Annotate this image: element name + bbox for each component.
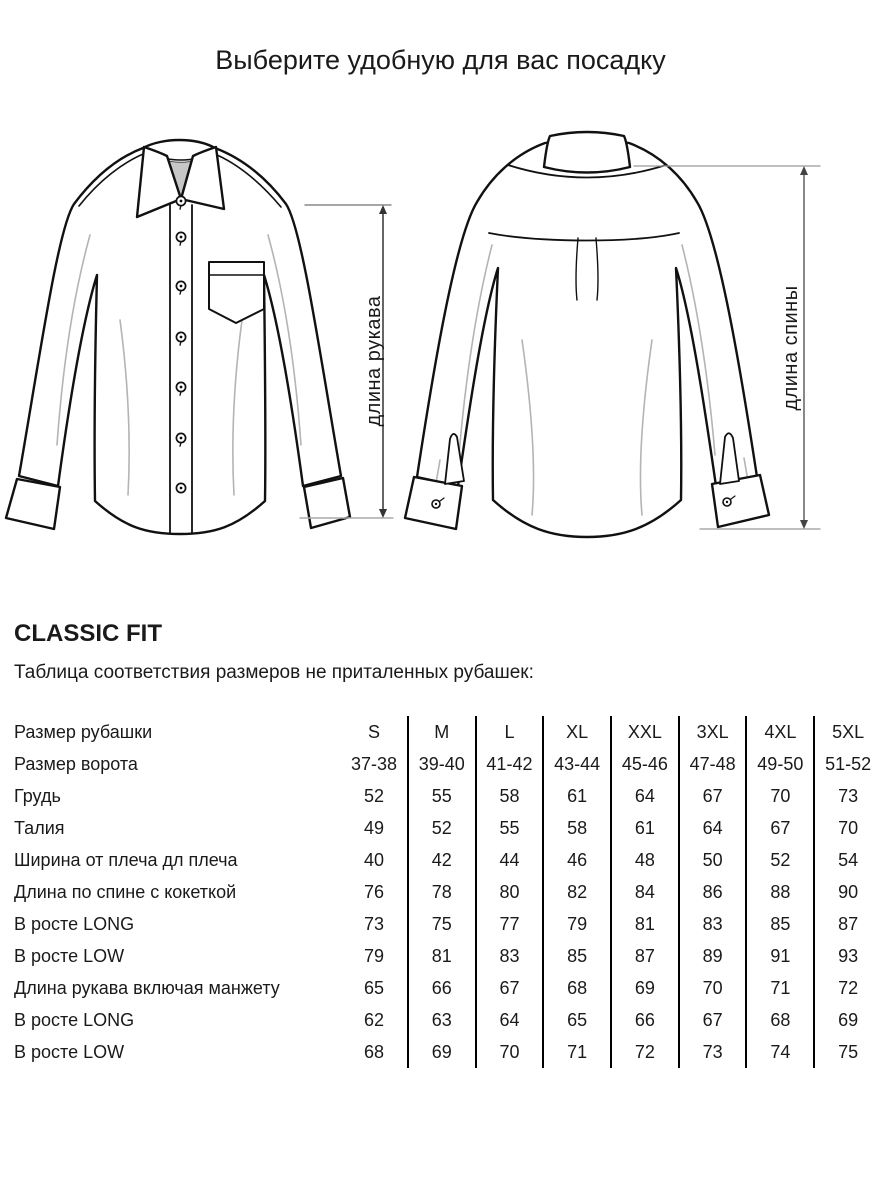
size-value-cell: 81	[408, 940, 476, 972]
back-collar-band	[544, 132, 630, 173]
size-value-cell: 85	[543, 940, 611, 972]
table-row	[14, 972, 881, 1004]
size-value-cell: 67	[679, 1004, 747, 1036]
table-row	[14, 1004, 881, 1036]
size-value-cell: 49-50	[746, 748, 814, 780]
size-value-cell: 64	[679, 812, 747, 844]
size-value-cell: 89	[679, 940, 747, 972]
size-value-cell: 69	[611, 972, 679, 1004]
row-label: Талия	[14, 817, 65, 838]
size-value-cell: 45-46	[611, 748, 679, 780]
size-value-cell: 78	[408, 876, 476, 908]
size-value-cell: XL	[543, 716, 611, 748]
table-row	[14, 780, 881, 812]
size-value-cell: 70	[679, 972, 747, 1004]
size-table-body	[14, 716, 881, 1068]
arrow-down-icon	[379, 509, 387, 518]
front-left-cuff	[6, 479, 60, 529]
table-row	[14, 1036, 881, 1068]
size-value-cell: 90	[814, 876, 881, 908]
size-value-cell: 64	[476, 1004, 544, 1036]
size-value-cell: 52	[746, 844, 814, 876]
back-shirt-body	[417, 140, 757, 538]
fit-heading: CLASSIC FIT	[14, 620, 162, 647]
size-value-cell: 72	[814, 972, 881, 1004]
table-row	[14, 748, 881, 780]
size-value-cell: 75	[814, 1036, 881, 1068]
size-value-cell: 46	[543, 844, 611, 876]
size-value-cell: 51-52	[814, 748, 881, 780]
size-value-cell: 87	[814, 908, 881, 940]
row-label: В росте LONG	[14, 913, 135, 934]
size-value-cell: 58	[543, 812, 611, 844]
size-value-cell: 70	[746, 780, 814, 812]
size-value-cell: 70	[814, 812, 881, 844]
size-value-cell: 52	[408, 812, 476, 844]
table-row	[14, 844, 881, 876]
size-value-cell: 72	[611, 1036, 679, 1068]
size-value-cell: 39-40	[408, 748, 476, 780]
row-label: Размер ворота	[14, 753, 138, 774]
size-value-cell: 66	[408, 972, 476, 1004]
size-value-cell: 50	[679, 844, 747, 876]
size-value-cell: 69	[408, 1036, 476, 1068]
size-value-cell: 67	[746, 812, 814, 844]
size-value-cell: 44	[476, 844, 544, 876]
back-length-label: длина спины	[780, 285, 802, 411]
size-value-cell: 74	[746, 1036, 814, 1068]
size-value-cell: 79	[543, 908, 611, 940]
front-right-cuff	[304, 478, 350, 528]
size-value-cell: M	[408, 716, 476, 748]
table-row	[14, 812, 881, 844]
size-value-cell: 69	[814, 1004, 881, 1036]
size-value-cell: 37-38	[350, 753, 398, 774]
size-value-cell: 47-48	[679, 748, 747, 780]
size-value-cell: 93	[814, 940, 881, 972]
size-value-cell: 61	[611, 812, 679, 844]
size-value-cell: 70	[476, 1036, 544, 1068]
size-value-cell: 83	[476, 940, 544, 972]
size-value-cell: 65	[364, 977, 385, 998]
size-value-cell: 71	[543, 1036, 611, 1068]
size-value-cell: 49	[364, 817, 385, 838]
size-value-cell: 55	[476, 812, 544, 844]
size-value-cell: 65	[543, 1004, 611, 1036]
size-value-cell: 41-42	[476, 748, 544, 780]
size-value-cell: 77	[476, 908, 544, 940]
size-value-cell: 43-44	[543, 748, 611, 780]
row-label: Грудь	[14, 785, 61, 806]
size-value-cell: 88	[746, 876, 814, 908]
size-value-cell: 68	[746, 1004, 814, 1036]
size-value-cell: 86	[679, 876, 747, 908]
back-shirt-drawing	[405, 132, 769, 537]
size-value-cell: 67	[476, 972, 544, 1004]
size-value-cell: XXL	[611, 716, 679, 748]
size-value-cell: 67	[679, 780, 747, 812]
size-value-cell: 68	[364, 1041, 385, 1062]
shirt-diagrams	[0, 110, 881, 575]
size-value-cell: 91	[746, 940, 814, 972]
size-value-cell: 76	[364, 881, 385, 902]
front-shirt-drawing	[6, 140, 350, 534]
size-value-cell: 71	[746, 972, 814, 1004]
size-value-cell: 73	[679, 1036, 747, 1068]
page-title: Выберите удобную для вас посадку	[215, 45, 666, 75]
size-value-cell: 84	[611, 876, 679, 908]
size-value-cell: 55	[408, 780, 476, 812]
row-label: Длина рукава включая манжету	[14, 977, 280, 998]
size-value-cell: 82	[543, 876, 611, 908]
size-value-cell: L	[476, 716, 544, 748]
sleeve-length-label: длина рукава	[363, 295, 385, 427]
size-value-cell: 61	[543, 780, 611, 812]
size-value-cell: 62	[364, 1009, 385, 1030]
size-table	[14, 716, 881, 1068]
table-row	[14, 716, 881, 748]
table-caption: Таблица соответствия размеров не приталенных рубашек:	[14, 662, 534, 683]
size-value-cell: 75	[408, 908, 476, 940]
size-value-cell: 3XL	[679, 716, 747, 748]
table-row	[14, 876, 881, 908]
size-value-cell: 80	[476, 876, 544, 908]
table-row	[14, 940, 881, 972]
size-value-cell: 85	[746, 908, 814, 940]
arrow-up-icon	[800, 166, 808, 175]
size-value-cell: 48	[611, 844, 679, 876]
table-row	[14, 908, 881, 940]
size-value-cell: 40	[364, 849, 385, 870]
chest-pocket	[209, 262, 264, 323]
size-value-cell: S	[368, 721, 381, 742]
size-value-cell: 73	[364, 913, 385, 934]
size-value-cell: 63	[408, 1004, 476, 1036]
row-label: В росте LOW	[14, 945, 125, 966]
row-label: В росте LOW	[14, 1041, 125, 1062]
size-value-cell: 83	[679, 908, 747, 940]
size-value-cell: 66	[611, 1004, 679, 1036]
size-value-cell: 4XL	[746, 716, 814, 748]
size-value-cell: 73	[814, 780, 881, 812]
size-value-cell: 58	[476, 780, 544, 812]
size-value-cell: 52	[364, 785, 385, 806]
row-label: Ширина от плеча дл плеча	[14, 849, 238, 870]
size-value-cell: 81	[611, 908, 679, 940]
size-value-cell: 79	[364, 945, 385, 966]
row-label: Длина по спине с кокеткой	[14, 881, 237, 902]
size-value-cell: 64	[611, 780, 679, 812]
arrow-down-icon	[800, 520, 808, 529]
size-value-cell: 54	[814, 844, 881, 876]
size-value-cell: 68	[543, 972, 611, 1004]
size-value-cell: 42	[408, 844, 476, 876]
size-value-cell: 87	[611, 940, 679, 972]
row-label: В росте LONG	[14, 1009, 135, 1030]
shirt-diagram-svg	[0, 110, 881, 575]
row-label: Размер рубашки	[14, 721, 153, 742]
arrow-up-icon	[379, 205, 387, 214]
size-value-cell: 5XL	[814, 716, 881, 748]
